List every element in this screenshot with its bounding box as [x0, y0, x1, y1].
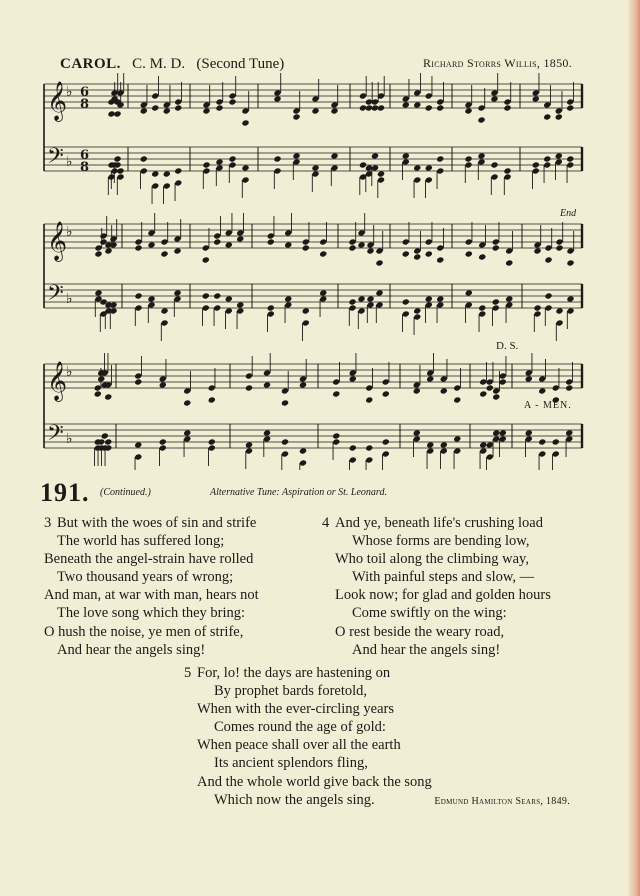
note-head: [349, 444, 357, 451]
key-signature-flat: ♭: [66, 84, 73, 100]
note-head: [555, 244, 563, 251]
note-head: [555, 113, 563, 120]
note-head: [402, 152, 410, 159]
note-head: [555, 152, 563, 159]
note-head: [147, 295, 155, 302]
note-head: [94, 289, 102, 296]
note-head: [104, 247, 112, 254]
note-head: [436, 104, 444, 111]
note-head: [147, 241, 155, 248]
note-head: [533, 304, 541, 311]
verse-line: Who toil along the climbing way,: [335, 551, 529, 568]
time-signature-bottom: 8: [80, 97, 90, 112]
ds-mark: D. S.: [496, 340, 519, 352]
note-head: [140, 155, 148, 162]
note-head: [532, 95, 540, 102]
note-head: [377, 104, 385, 111]
note-head: [245, 441, 253, 448]
note-head: [263, 381, 271, 388]
alternative-tune: Alternative Tune: Aspiration or St. Leonard.: [210, 487, 387, 498]
note-head: [436, 295, 444, 302]
note-head: [330, 152, 338, 159]
continued-label: (Continued.): [100, 487, 151, 498]
note-head: [366, 247, 374, 254]
note-head: [302, 244, 310, 251]
note-head: [215, 158, 223, 165]
note-head: [160, 250, 168, 257]
note-head: [490, 161, 498, 168]
time-signature-top: 6: [80, 148, 90, 163]
note-head: [299, 447, 307, 454]
author-attribution: Edmund Hamilton Sears, 1849.: [434, 796, 570, 807]
key-signature-flat: ♭: [66, 154, 73, 170]
note-head: [273, 155, 281, 162]
note-head: [202, 161, 210, 168]
bass-clef: 𝄢: [47, 144, 64, 174]
note-head: [134, 441, 142, 448]
note-head: [284, 241, 292, 248]
verse-line: The love song which they bring:: [57, 605, 246, 622]
note-head: [348, 244, 356, 251]
verse-line: Come swiftly on the wing:: [352, 605, 507, 622]
note-head: [490, 95, 498, 102]
tune-meter: C. M. D.: [132, 56, 186, 72]
verse-line: But with the woes of sin and strife: [57, 515, 257, 531]
note-head: [377, 170, 385, 177]
note-head: [492, 298, 500, 305]
note-head: [311, 164, 319, 171]
verse-line: For, lo! the days are hastening on: [197, 665, 391, 681]
note-head: [241, 119, 249, 126]
note-head: [359, 161, 367, 168]
verse-line: With painful steps and slow, —: [352, 569, 535, 586]
note-head: [213, 292, 221, 299]
note-head: [532, 161, 540, 168]
note-head: [311, 107, 319, 114]
note-head: [365, 444, 373, 451]
note-head: [479, 441, 487, 448]
note-head: [464, 107, 472, 114]
verse-line: When peace shall over all the earth: [197, 737, 401, 754]
note-head: [492, 429, 500, 436]
tune-name: CAROL.: [60, 56, 121, 72]
note-head: [134, 292, 142, 299]
note-head: [109, 241, 117, 248]
verse-3: [44, 514, 259, 659]
verse-line: Comes round the age of gold:: [214, 719, 386, 736]
note-head: [319, 250, 327, 257]
note-head: [183, 429, 191, 436]
note-head: [208, 438, 216, 445]
verse-line: O rest beside the weary road,: [335, 623, 505, 640]
note-head: [533, 247, 541, 254]
note-head: [440, 387, 448, 394]
verse-line: And hear the angels sing!: [57, 641, 206, 658]
note-head: [505, 295, 513, 302]
note-head: [228, 155, 236, 162]
note-head: [267, 304, 275, 311]
note-head: [348, 298, 356, 305]
note-head: [436, 256, 444, 263]
verse-number: 3: [44, 515, 52, 531]
note-head: [245, 384, 253, 391]
note-head: [163, 107, 171, 114]
verse-line: When with the ever-circling years: [197, 701, 394, 718]
note-head: [425, 250, 433, 257]
note-head: [213, 238, 221, 245]
note-head: [492, 244, 500, 251]
note-head: [134, 244, 142, 251]
note-head: [566, 104, 574, 111]
note-head: [140, 107, 148, 114]
note-head: [94, 390, 102, 397]
note-head: [292, 113, 300, 120]
treble-clef: 𝄞: [47, 81, 68, 121]
amen-text: A - MEN.: [524, 400, 572, 411]
note-head: [464, 155, 472, 162]
note-head: [486, 384, 494, 391]
note-head: [202, 107, 210, 114]
key-signature-flat: ♭: [66, 291, 73, 307]
note-head: [413, 253, 421, 260]
note-head: [402, 101, 410, 108]
note-head: [208, 396, 216, 403]
note-head: [281, 438, 289, 445]
note-head: [453, 396, 461, 403]
verse-line: And man, at war with man, hears not: [44, 587, 259, 604]
note-head: [425, 104, 433, 111]
note-head: [202, 256, 210, 263]
verse-line: And the whole world give back the song: [197, 773, 432, 790]
note-head: [151, 104, 159, 111]
note-head: [382, 390, 390, 397]
note-head: [267, 238, 275, 245]
note-head: [565, 384, 573, 391]
note-head: [225, 241, 233, 248]
note-head: [366, 295, 374, 302]
note-head: [228, 98, 236, 105]
note-head: [402, 250, 410, 257]
note-head: [375, 259, 383, 266]
verse-line: Its ancient splendors fling,: [214, 755, 368, 772]
note-head: [104, 393, 112, 400]
note-head: [440, 441, 448, 448]
note-head: [503, 104, 511, 111]
note-head: [104, 438, 112, 445]
note-head: [371, 152, 379, 159]
note-head: [492, 393, 500, 400]
note-head: [543, 113, 551, 120]
verse-line: O hush the noise, ye men of strife,: [44, 623, 244, 640]
note-head: [183, 399, 191, 406]
note-head: [332, 432, 340, 439]
key-signature-flat: ♭: [66, 364, 73, 380]
note-head: [134, 378, 142, 385]
note-head: [426, 441, 434, 448]
note-head: [413, 307, 421, 314]
note-head: [544, 292, 552, 299]
note-head: [215, 104, 223, 111]
treble-clef: 𝄞: [47, 221, 68, 261]
end-mark: End: [560, 208, 577, 219]
note-head: [292, 152, 300, 159]
note-head: [160, 307, 168, 314]
note-head: [174, 167, 182, 174]
note-head: [566, 259, 574, 266]
note-head: [505, 259, 513, 266]
bass-clef: 𝄢: [47, 281, 64, 311]
note-head: [565, 429, 573, 436]
note-head: [413, 429, 421, 436]
note-head: [263, 429, 271, 436]
note-head: [382, 438, 390, 445]
note-head: [101, 432, 109, 439]
note-head: [113, 110, 121, 117]
note-head: [477, 152, 485, 159]
note-head: [436, 155, 444, 162]
verse-line: And hear the angels sing!: [352, 641, 501, 658]
note-head: [349, 375, 357, 382]
note-head: [202, 292, 210, 299]
note-head: [173, 247, 181, 254]
note-head: [465, 250, 473, 257]
note-head: [479, 390, 487, 397]
note-head: [566, 295, 574, 302]
note-head: [97, 375, 105, 382]
verse-line: Whose forms are bending low,: [352, 533, 530, 550]
note-head: [538, 438, 546, 445]
bass-clef: 𝄢: [47, 421, 64, 451]
note-head: [236, 235, 244, 242]
note-head: [413, 164, 421, 171]
verse-4: [322, 514, 551, 659]
note-head: [151, 170, 159, 177]
time-signature-top: 6: [80, 85, 90, 100]
note-head: [299, 381, 307, 388]
note-head: [453, 435, 461, 442]
note-head: [241, 164, 249, 171]
verse-line: By prophet bards foretold,: [214, 683, 368, 700]
note-head: [499, 429, 507, 436]
note-head: [552, 438, 560, 445]
note-head: [236, 301, 244, 308]
note-head: [525, 375, 533, 382]
note-head: [281, 399, 289, 406]
note-head: [319, 289, 327, 296]
note-head: [173, 289, 181, 296]
note-head: [555, 307, 563, 314]
verse-line: Which now the angels sing.: [214, 791, 375, 808]
note-head: [330, 107, 338, 114]
note-head: [332, 390, 340, 397]
note-head: [159, 381, 167, 388]
composer: Richard Storrs Willis, 1850.: [422, 56, 572, 70]
note-head: [365, 396, 373, 403]
note-head: [357, 241, 365, 248]
note-head: [225, 295, 233, 302]
key-signature-flat: ♭: [66, 224, 73, 240]
verse-number: 4: [322, 515, 330, 531]
note-head: [478, 253, 486, 260]
note-head: [116, 167, 124, 174]
note-head: [357, 295, 365, 302]
note-head: [538, 387, 546, 394]
note-head: [413, 101, 421, 108]
verse-number: 5: [184, 665, 192, 681]
note-head: [273, 95, 281, 102]
note-head: [426, 375, 434, 382]
verse-line: And ye, beneath life's crushing load: [335, 515, 543, 531]
note-head: [465, 289, 473, 296]
note-head: [425, 295, 433, 302]
verse-line: Beneath the angel-strain have rolled: [44, 551, 254, 568]
verse-line: Two thousand years of wrong;: [57, 569, 234, 586]
note-head: [543, 155, 551, 162]
note-head: [566, 155, 574, 162]
note-head: [413, 387, 421, 394]
note-head: [478, 304, 486, 311]
treble-clef: 𝄞: [47, 361, 68, 401]
note-head: [302, 307, 310, 314]
tune-note: (Second Tune): [196, 56, 285, 72]
note-head: [174, 104, 182, 111]
verse-5: [184, 664, 432, 809]
time-signature-bottom: 8: [80, 160, 90, 175]
note-head: [402, 298, 410, 305]
note-head: [525, 429, 533, 436]
note-head: [109, 301, 117, 308]
note-head: [284, 295, 292, 302]
verse-line: The world has suffered long;: [57, 533, 225, 550]
verse-line: Look now; for glad and golden hours: [335, 587, 551, 604]
note-head: [544, 256, 552, 263]
note-head: [163, 170, 171, 177]
note-head: [94, 250, 102, 257]
note-head: [159, 438, 167, 445]
note-head: [113, 155, 121, 162]
note-head: [477, 116, 485, 123]
note-head: [503, 167, 511, 174]
hymn-number: 191.: [40, 478, 90, 507]
key-signature-flat: ♭: [66, 431, 73, 447]
note-head: [375, 289, 383, 296]
note-head: [425, 164, 433, 171]
